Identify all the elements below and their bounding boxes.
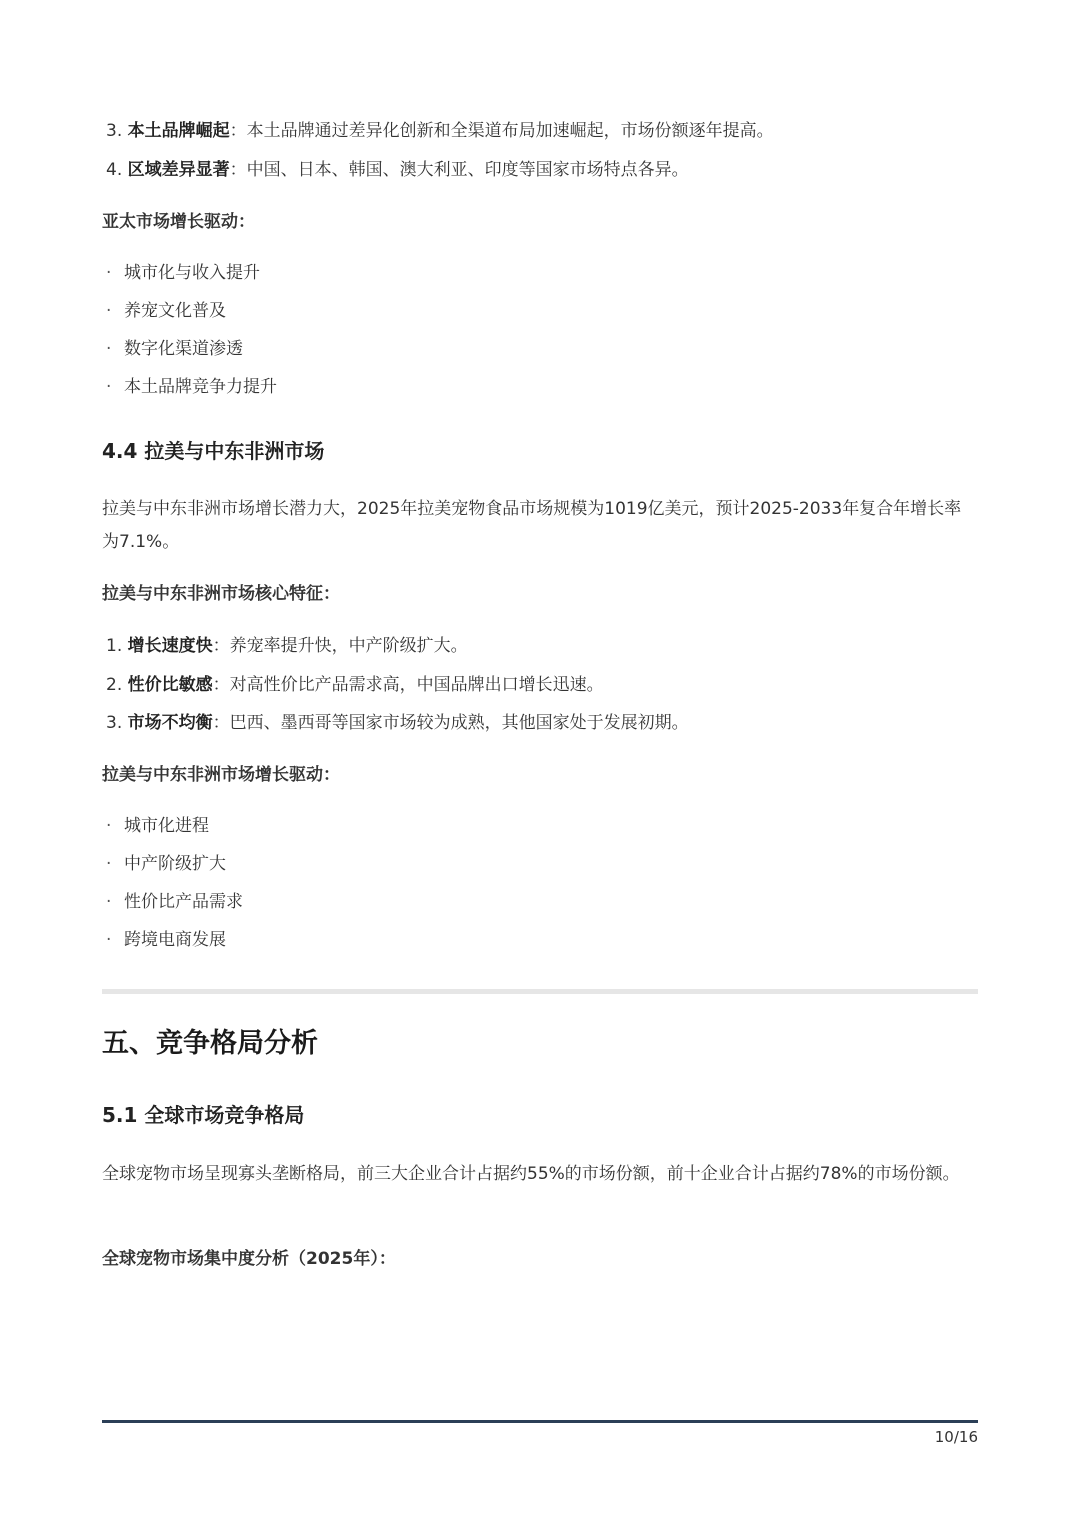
list-item: · 性价比产品需求 [106, 889, 243, 915]
bullet-icon: · [106, 339, 112, 359]
list-item: 2. 性价比敏感：对高性价比产品需求高，中国品牌出口增长迅速。 [106, 675, 604, 695]
chapter-heading: 五、竞争格局分析 [102, 1028, 318, 1059]
list-item-text: ：巴西、墨西哥等国家市场较为成熟，其他国家处于发展初期。 [212, 713, 689, 733]
list-item-title: 市场不均衡 [127, 713, 213, 733]
list-item-title: 本土品牌崛起 [127, 121, 230, 141]
list-item: 1. 增长速度快：养宠率提升快，中产阶级扩大。 [106, 636, 468, 656]
list-item: 3. 本土品牌崛起：本土品牌通过差异化创新和全渠道布局加速崛起，市场份额逐年提高。 [106, 121, 774, 141]
section-heading: 4.4 拉美与中东非洲市场 [102, 439, 325, 463]
page-number: 10/16 [934, 1428, 978, 1446]
list-item: 3. 市场不均衡：巴西、墨西哥等国家市场较为成熟，其他国家处于发展初期。 [106, 713, 689, 733]
latam-drivers-label: 拉美与中东非洲市场增长驱动： [102, 765, 340, 785]
section-heading: 5.1 全球市场竞争格局 [102, 1103, 305, 1127]
bullet-icon: · [106, 854, 112, 874]
bullet-icon: · [106, 892, 112, 912]
list-item: · 城市化进程 [106, 813, 209, 839]
paragraph: 全球宠物市场呈现寡头垄断格局，前三大企业合计占据约55%的市场份额，前十企业合计占据约78%的市场份额。 [102, 1164, 960, 1184]
list-item-text: ：中国、日本、韩国、澳大利亚、印度等国家市场特点各异。 [229, 160, 689, 180]
concentration-label: 全球宠物市场集中度分析（2025年）： [102, 1249, 396, 1269]
list-item-title: 性价比敏感 [127, 675, 213, 695]
latam-features-label: 拉美与中东非洲市场核心特征： [102, 584, 340, 604]
list-item-text: ：对高性价比产品需求高，中国品牌出口增长迅速。 [212, 675, 604, 695]
list-item: 4. 区域差异显著：中国、日本、韩国、澳大利亚、印度等国家市场特点各异。 [106, 160, 689, 180]
list-item: · 跨境电商发展 [106, 927, 226, 953]
list-item: · 中产阶级扩大 [106, 851, 226, 877]
bullet-icon: · [106, 263, 112, 283]
document-page [102, 0, 978, 1527]
list-item: · 城市化与收入提升 [106, 260, 260, 286]
bullet-icon: · [106, 930, 112, 950]
section-divider [102, 989, 978, 994]
bullet-icon: · [106, 816, 112, 836]
paragraph: 拉美与中东非洲市场增长潜力大，2025年拉美宠物食品市场规模为1019亿美元，预计2025-2033年复合年增长率为7.1%。 [102, 499, 962, 552]
footer-rule [102, 1420, 978, 1423]
bullet-icon: · [106, 377, 112, 397]
list-item: · 数字化渠道渗透 [106, 336, 243, 362]
list-item: · 本土品牌竞争力提升 [106, 374, 277, 400]
list-item-text: ：养宠率提升快，中产阶级扩大。 [212, 636, 468, 656]
list-item-title: 增长速度快 [127, 636, 213, 656]
list-item: · 养宠文化普及 [106, 298, 226, 324]
bullet-icon: · [106, 301, 112, 321]
list-item-title: 区域差异显著 [127, 160, 230, 180]
list-item-text: ：本土品牌通过差异化创新和全渠道布局加速崛起，市场份额逐年提高。 [229, 121, 774, 141]
apac-drivers-label: 亚太市场增长驱动： [102, 212, 255, 232]
